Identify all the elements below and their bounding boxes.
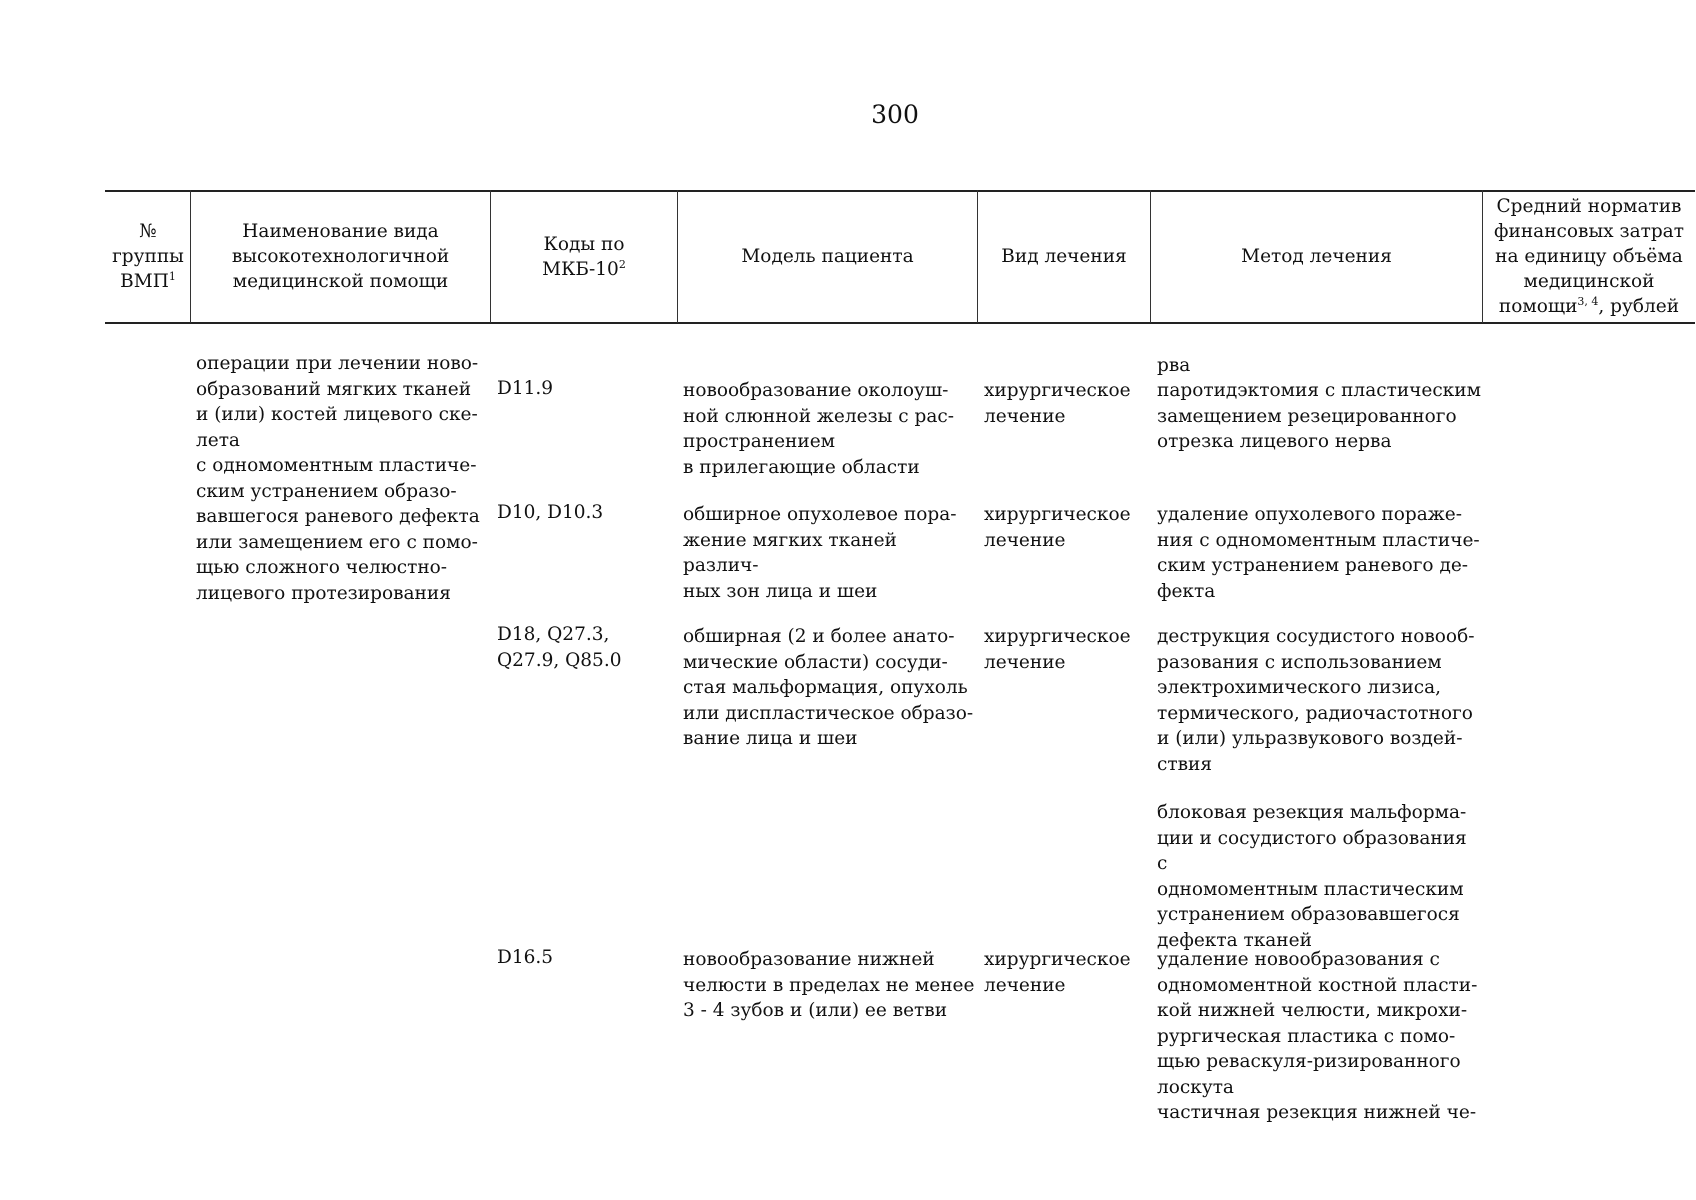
header-icd-codes: Коды по МКБ-$10^2$ — [542, 233, 626, 280]
header-treatment-method: Метод лечения — [1241, 246, 1392, 267]
column-divider — [490, 190, 491, 323]
treatment-method-cell: блоковая резекция мальформа- ции и сосудистого образования с одномоментным пластическим устранением образовавшегося дефекта тканей — [1157, 802, 1467, 951]
header-treatment-kind: Вид лечения — [1001, 246, 1127, 267]
column-divider — [1482, 190, 1483, 323]
treatment-kind-cell: хирургическое лечение — [984, 626, 1131, 673]
header-group-number: № группы ВМП$^1$ — [112, 221, 184, 292]
patient-model-cell: новообразование околоуш- ной слюнной железы с рас- пространением в прилегающие области — [683, 380, 954, 478]
column-divider — [677, 190, 678, 323]
treatment-kind-cell: хирургическое лечение — [984, 949, 1131, 996]
icd-codes-cell: D11.9 — [497, 378, 554, 399]
patient-model-cell: обширная (2 и более анато- мические области) сосуди- стая мальформация, опухоль или диспластическое образо- вание лица и шеи — [683, 626, 974, 749]
icd-codes-cell: D18, Q27.3, Q27.9, Q85.0 — [497, 624, 622, 671]
treatment-method-cell: деструкция сосудистого новооб- разования с использованием электрохимического лизиса, термического, радиочастотного и (или) ульразвукового воздей- ствия — [1157, 626, 1475, 775]
treatment-kind-cell: хирургическое лечение — [984, 504, 1131, 551]
header-care-type-name: Наименование вида высокотехнологичной медицинской помощи — [231, 221, 450, 292]
header-average-cost: Средний норматив финансовых затрат на единицу объёма медицинской помощи$^{3, 4}$, рублей — [1494, 196, 1684, 317]
treatment-method-cell: паротидэктомия с пластическим замещением резецированного отрезка лицевого нерва — [1157, 380, 1481, 452]
header-patient-model: Модель пациента — [741, 246, 914, 267]
icd-codes-cell: D10, D10.3 — [497, 502, 604, 523]
treatment-method-cell: удаление новообразования с одномоментной костной пласти- кой нижней челюсти, микрохи- рургическая пластика с помо- щью реваскуля-ризированного лоскута частичная резекция нижней че- — [1157, 949, 1478, 1123]
treatment-kind-cell: хирургическое лечение — [984, 380, 1131, 427]
column-divider — [977, 190, 978, 323]
treatment-method-cell: удаление опухолевого пораже- ния с одномоментным пластиче- ским устранением раневого де- фекта — [1157, 504, 1480, 602]
care-type-name-cell: операции при лечении ново- образований мягких тканей и (или) костей лицевого ске- лета с одномоментным пластиче- ским устранением образо- вавшегося раневого дефекта или замещением его с помо- щью сложного челюстно- лицевого протезирования — [196, 353, 480, 604]
column-divider — [1150, 190, 1151, 323]
method-continuation: рва — [1157, 355, 1191, 376]
icd-codes-cell: D16.5 — [497, 947, 554, 968]
page-number: 300 — [871, 100, 919, 129]
column-divider — [190, 190, 191, 323]
patient-model-cell: новообразование нижней челюсти в пределах не менее 3 - 4 зубов и (или) ее ветви — [683, 949, 975, 1021]
patient-model-cell: обширное опухолевое пора- жение мягких тканей различ- ных зон лица и шеи — [683, 504, 957, 602]
